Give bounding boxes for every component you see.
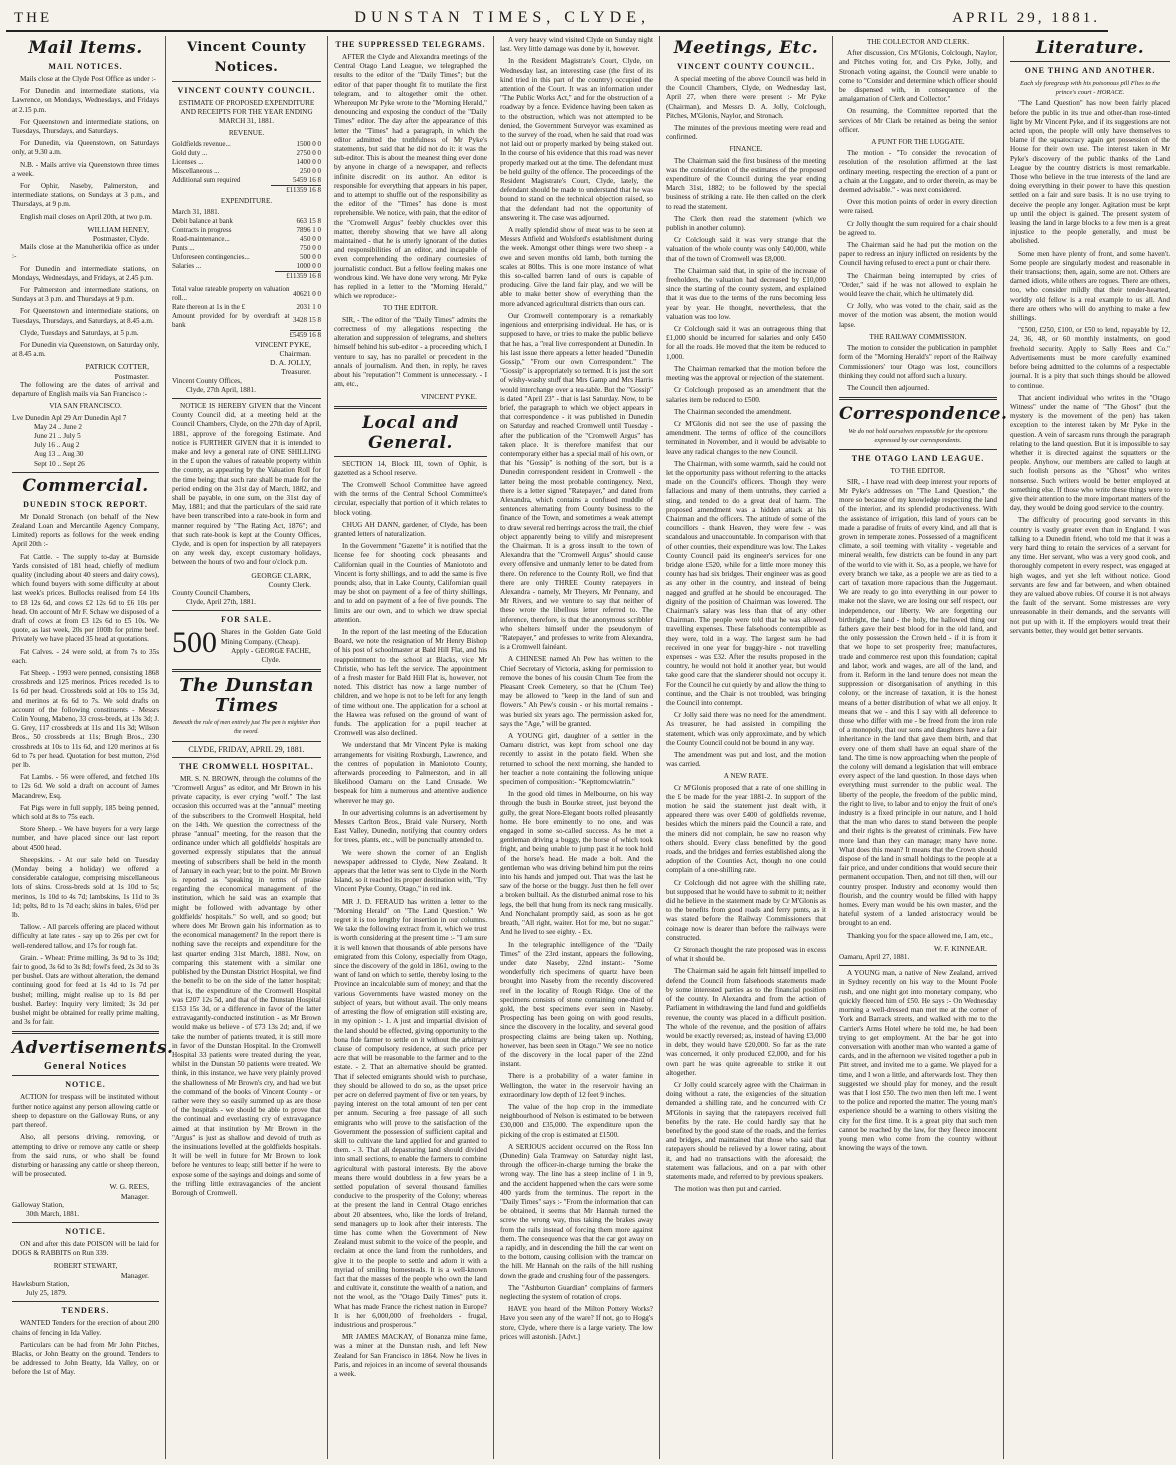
stock-paragraph: Fat Calves. - 24 were sold, at from 7s to 35s each. [12, 647, 159, 665]
section-vincent-county: Vincent County Notices. [187, 40, 306, 75]
to-the-editor: TO THE EDITOR. [890, 466, 946, 475]
notice-heading: NOTICE. [65, 1080, 106, 1090]
local-paragraph: There is a probability of a water famine in Wellington, the water in the reservoir having an extraordinary low depth of 12 feet 9 inches. [500, 1072, 653, 1099]
meeting-paragraph: The Chairman remarked that the motion before the meeting was the approval or rejection of the statement. [666, 364, 826, 383]
estimate-heading: ESTIMATE OF PROPOSED EXPENDITURE AND RECEIPTS FOR THE YEAR ENDING MARCH 31, 1881. [178, 99, 315, 126]
sf-row: May 24 .. June 2 [34, 422, 82, 431]
table-row: Contracts in progress 7896 1 0 [172, 226, 321, 235]
meeting-paragraph: Cr Jolly thought the sum required for a chair should be agreed to. [839, 219, 997, 237]
table-total: £5459 16 8 [289, 330, 321, 339]
meeting-paragraph: Cr Jolly could scarcely agree with the Chairman in doing without a rate, the exigencies of the situation demanded a shilling rate, and he concurred with Cr M'Glonis in saying that the ratepayers received full benefits by the rate. He could hardly say that he benefited by the good state of the roads, and the ferries and bridges, and maintained that those who said that ratepayers should be relieved by a lower rating, about it, and had no transactions with the aforesaid; the statement was fallacious, and on a par with other statements made, and referred to by previous speakers. [666, 1080, 826, 1181]
letter-paragraph: Thanking you for the space allowed me, I am, etc., [847, 931, 993, 940]
mail-notices-heading: MAIL NOTICES. [48, 62, 123, 71]
meeting-paragraph: On resuming, the Committee reported that the services of Mr Clark be retained as being the senior officer. [839, 107, 997, 134]
clerk-date: Clyde, April 27th, 1881. [186, 598, 256, 607]
tenders-text: WANTED Tenders for the erection of about 200 chains of fencing in Ida Valley. [12, 1319, 159, 1337]
meeting-paragraph: A special meeting of the above Council was held in the Council Chambers, Clyde, on Wednesday last, April 27, when there were present :- Mr Pyke (Chairman), and Messrs D. A. Jolly, Colclough, Pitches, M'Glonis, Naylor, and Stronach. [666, 75, 826, 120]
literature-paragraph: Some men have plenty of front, and some haven't. Some people are singularly modest and reasonable in their transactions; then, again, some are not. Others are darned idiots, while others are rogues. There are others, too, who consider mildly that their tender-hearted, worldly old fellow is a real example to us all. And there are others who will do anything to make a few shillings. [1010, 249, 1170, 323]
expenditure-date: March 31, 1881. [172, 208, 220, 217]
meeting-paragraph: Cr Colclough said it was an outrageous thing that £1,000 should be incurred for salaries and only £450 for all the roads. He moved that the item be reduced to 1,000. [666, 325, 826, 361]
meeting-paragraph: The Chairman said the first business of the meeting was the consideration of the estimates of the proposed expenditure of the Council during the year ending March 31st, 1882; to be followed by the special business of striking a rate. He then called on the clerk to read the statement. [666, 156, 826, 211]
mail-paragraph: For Dunedin and intermediate stations, via Lawrence, on Mondays, Wednesdays, and Fridays at 2.15 p.m. [12, 87, 159, 114]
signature-title: Treasurer. [281, 367, 311, 377]
new-rate-heading: A NEW RATE. [723, 772, 769, 781]
local-paragraph: In the telegraphic intelligence of the "Daily Times" of the 23rd instant, appears the following, under date Naseby, 22nd instant:- "Some wonderfully rich specimens of quartz have been brought into Naseby from the recently discovered reef in the locality of Rough Ridge. One of the specimens consists of stone containing one-third of gold, the best specimens ever seen in Naseby. Prospecting has been going on with good results, since the discovery in the locality, and several good prospecting claims are being taken up. Nothing, however, has been seen in Otago." We see no notice of the discovery in the local paper of the 22nd instant. [500, 940, 653, 1069]
notice-signature-title: Manager. [120, 1191, 149, 1201]
mail-paragraph: N.B. - Mails arrive via Queenstown three times a week. [12, 160, 159, 178]
mail-paragraph: English mail closes on April 20th, at two p.m. [20, 212, 152, 221]
meeting-paragraph: The motion - "To consider the revocation of resolution of the resolution affirmed at the last ordinary meeting, respecting the erection of a punt or a chain at the Luggate, and to order therein, as may be deemed advisable." - was next considered. [839, 149, 997, 195]
land-league-heading: THE OTAGO LAND LEAGUE. [851, 453, 985, 463]
signature-title: Postmaster, Clyde. [92, 234, 149, 244]
column-2 [166, 36, 328, 1459]
local-paragraph: A really splendid show of meat was to be seen at Messrs Attfield and Wolsford's establishment during the week. Amongst other things were two sheep - a ewe and seven months old lamb, both turning the scales at 80lbs. This is one more instance of what this so-called barren land of ours is capable of producing. Give the land fair play, and we will be able to make better show of everything than the more advanced agricultural districts than ours can. [500, 226, 653, 308]
local-paragraph: We were shown the corner of an English newspaper addressed to Clyde, New Zealand. It appears that the letter was sent to Clyde in the North Island, so it reached its proper destination with, "Try Vincent Pyke County, Otago," in red ink. [334, 848, 487, 894]
revenue-heading: REVENUE. [228, 128, 265, 137]
mail-paragraph: For Dunedin, via Queenstown, on Saturdays only, at 9.30 a.m. [12, 139, 159, 157]
notice-heading: NOTICE. [65, 1227, 106, 1237]
expenditure-heading: EXPENDITURE. [220, 196, 273, 205]
section-mail-items: Mail Items. [28, 38, 143, 58]
sf-row: June 21 .. July 5 [34, 431, 81, 440]
meeting-paragraph: Cr Colclough proposed as an amendment that the salaries item be reduced to £500. [666, 386, 826, 404]
sf-heading: VIA SAN FRANCISCO. [49, 402, 122, 411]
meeting-paragraph: Cr Colclough said it was very strange that the valuation of the whole county was only £40,000, while that of the town of Cromwell was £8,000. [666, 236, 826, 263]
meeting-paragraph: The Clerk then read the statement (which we publish in another column). [666, 214, 826, 233]
article-paragraph: SIR, - The editor of the "Daily Times" admits the correctness of my allegations respecting the alteration and suppression of telegrams, and shelters himself behind his sub-editor - a proceeding which, I venture to say, has no parallel or precedent in the annals of journalism. And then, in reply, he raves about his "reputation"! Comment is unnecessary. - I am, etc., [334, 315, 487, 389]
meeting-paragraph: Cr Colclough did not agree with the shilling rate, but supposed that he would have to submit to it; neither did he believe in the statement made by Cr M'Glonis as to the benefits from good roads and ferry punts, as it was stated before the Railway Commissioners that coinage now is dearer than before the railways were constructed. [666, 878, 826, 942]
letter-place: Oamaru, April 27, 1881. [839, 953, 910, 962]
section-advertisements: Advertisements. [12, 1038, 174, 1059]
hospital-heading: THE CROMWELL HOSPITAL. [179, 761, 314, 771]
signature-name: PATRICK COTTER, [85, 362, 149, 372]
meeting-paragraph: The motion to consider the publication in pamphlet form of the "Morning Herald's" report of the Railway Commissioners' tour Otago was lost, councillors thinking they could not afford such a luxury. [839, 344, 997, 380]
for-sale-text: Shares in the Golden Gate Gold Mining Company. (Cheap). [221, 628, 321, 646]
notice-date: Clyde, 27th April, 1881. [186, 385, 256, 394]
local-paragraph: CHUG AH DANN, gardener, of Clyde, has been granted letters of naturalization. [334, 520, 487, 538]
stock-paragraph: Sheepskins. - At our sale held on Tuesday (Monday being a holiday) we offered a considerable catalogue, comprising miscellaneous lots of skins. Cross-breds sold at 1s 10d to 5s; merinos, 1s 10d to 4s 7d; lambskins, 1s 11d to 3s 1d; pelts, 8d to 1s 7d each; skins in bales, 6½d per lb. [12, 855, 159, 920]
local-paragraph: A CHINESE named Ah Pew has written to the Chief Secretary of Victoria, asking for permission to remove the bones of his cousin Chum Tee from the Pleasant Creek Cemetery, so that he (Chum Tee) may be allowed to "keep in the land of sun and flowers." Ah Pew's cousin - or his mortal remains - was buried six years ago. The permission asked for, says the "Age," will be granted. [500, 655, 653, 728]
local-paragraph: The Cromwell School Committee have agreed with the terms of the Central School Committee's circular, especially that portion of it which relates to block voting. [334, 480, 487, 517]
paper-motto: Beneath the rule of men entirely just The pen is mightier than the sword. [172, 720, 321, 736]
local-paragraph: A SERIOUS accident occurred on the Ross Inn (Dunedin) Gala Tramway on Saturday night last, through the officer-in-charge turning the brake the wrong way. The line has a steep incline of 1 in 9, and the accident happened when the cars were some 400 yards from the terminus. The report in the "Daily Times" says :- "From the information that can be obtained, it seems that Mr Hannah turned the screw the wrong way, thus taking the brakes away from the rails instead of forcing them more against them. The consequence was that the car got away on a rapidly, and in descending the hill the car went on to the bottom, causing collision with the tramcar on the hill. Mr Hannah on the rails of the hill rushing down the grade and crushing four of the passengers. [500, 1142, 653, 1280]
meeting-paragraph: Cr Jolly, who was voted to the chair, said as the mover of the motion was absent, the motion would lapse. [839, 302, 997, 329]
table-row: Goldfields revenue... 1500 0 0 [172, 139, 321, 148]
stock-paragraph: Grain. - Wheat: Prime milling, 3s 9d to 3s 10d; fair to good, 3s 6d to 3s 8d; fowl's feed, 2s 3d to 3s per bushel. Oats are without alteration, the demand continuing good for feed at 1s 4d to 1s 7d per bushel; milling, might realise up to 1s 8d per bushel. Barley: Inquiry very limited; 3s 3d per bushel might be obtained for really prime malting, and 3s for fair. [12, 953, 159, 1027]
local-paragraph: Our Cromwell contemporary is a remarkably ingenious and enterprising individual. He has, or is supposed to have, or tries to make the public believe that he has, a "real live correspondent at Dunedin. In his last issue there appears a letter headed "Dunedin Gossip," "From our own Correspondent." The "Gossip" is appropriately so termed. It is just the sort of wishy-washy stuff that Mrs Gamp and Mrs Harris would interchange over a tea-table. But the "Gossip" is dated "April 23" - that is last Saturday. Now, to be brief, the paragraph to which we object appears in that correspondence - it was published in Dunedin on Saturday and reached Cromwell until Tuesday - after the publication of the "Cromwell Argus" has taken place. It is therefore manifest that our contemporary either has a special mail of his own, or that his "Gossip" is nothing of the sort, but is a Dunedin correspondent resident in Cromwell - the latter being the most probable contingency. Next, there is a letter signed "Ratepayer," and dated from Alexandra, which contains a confused muddle of sentences alternating from County business to the finance of the Town, and sometimes a weak attempt to draw several red herrings across the trail, the chief object apparently being to vilify and misrepresent the Chairman. It is a gross insult to the town of Alexandra that the "Cromwell Argus" should cause every offensive and unmanly letter to be dated from there. On reference to the County Roll, we find that there are only THREE County ratepayers in Alexandra - namely, Mr Theyers, Mr Pennany, and Mr Rivers, and we venture to say that neither of these wrote the libellous letter referred to. The inference, therefore, is that the anonymous scribbler who shelters himself under the pseudonym of "Ratepayer," and professes to write from Alexandra, is a Cromwell fainéant. [500, 311, 653, 652]
stock-paragraph: Store Sheep. - We have buyers for a very large number, and have placed since our last report about 4500 head. [12, 825, 159, 852]
signature-name: VINCENT PYKE. [420, 392, 477, 402]
local-paragraph: MR JAMES MACKAY, of Bonanza mine fame, was a miner at the Dunstan rush, and left New Zealand for San Francisco in 1864. Now he lives in Paris, and rejoices in an income of several thousands a week. [334, 1333, 487, 1379]
meeting-paragraph: The Chairman said he again felt himself impelled to defend the Council from falsehoods statements made by some interested parties as to the financial position of the county. In Alexandra and from the action of Parliament in withdrawing the land fund and goldfields revenue, the county was placed in a difficult position. The whole of the revenue, and the position of affairs would be exactly reversed; as, instead of having £3,000 in debt, they would have £20,000. So far as the rate was concerned, it only produced £2,000, and for his own part he was quite agreeable to strike it out altogether. [666, 967, 826, 1077]
finance-heading: FINANCE. [729, 145, 763, 154]
mail-paragraph: For Queenstown and intermediate stations, on Tuesdays, Thursdays, and Saturdays. [12, 117, 159, 136]
article-paragraph: A YOUNG man, a native of New Zealand, arrived in Sydney recently on his way to the Mount Poole rush, and one night got into monetary company, who quickly fleeced him of £50. He says :- On Wednesday morning a well-dressed man met me at the corner of York and Barrack streets, and walked with me to the Carrier's Arms Hotel where he told me, he had been trying to get employment. At the bar he got into conversation with another man who wanted a game of cards, and in the afternoon we visited together a pub in Pitt street, and invited me to a game. We played for a time, and I won a little, and afterwards lost. They then suggested we should play for money, and the result was that I lost £50. The two men then left me. I went to the police and reported the matter. The young man's experience should be a warning to others visiting the city for the first time. It is a great pity that such men cannot be reached by the law, for they fleece innocent young men who come from the country without knowing the ways of the town. [839, 969, 997, 1153]
table-row: Gold duty ... 2750 0 0 [172, 148, 321, 157]
column-4 [494, 36, 660, 1459]
meeting-paragraph: Cr M'Glonis did not see the use of passing the amendment. The terms of office of the councillors terminated in November, and it would be advisable to leave any radical changes to the new Council. [666, 419, 826, 456]
meeting-paragraph: The Chairman said that, in spite of the increase of freeholders, the valuation had decreased by £10,000 since the starting of the county system, and explained that it was due to the terms of the runs becoming less year by year. He thought, nevertheless, that the valuation was too low. [666, 266, 826, 321]
for-sale-heading: FOR SALE. [221, 615, 272, 625]
sf-row: Sept 10 .. Sept 26 [34, 459, 85, 468]
meeting-paragraph: Over this motion points of order in every direction were raised. [839, 198, 997, 216]
general-notices-heading: General Notices [43, 1061, 128, 1073]
for-sale-apply: Apply - GEORGE FACHE, Clyde. [231, 646, 311, 665]
section-local-general: Local and General. [362, 412, 459, 453]
local-paragraph: A very heavy wind visited Clyde on Sunday night last. Very little damage was done by it, however. [500, 36, 653, 54]
literature-paragraph: The difficulty of procuring good servants in this country is vastly greater even than in England. I was talking to a Dunedin friend, who told me that it was a very hard thing to retain the services of a servant for any time. Her servant, who was a very good cook, and thoroughly competent in every respect, was engaged at high wages, and yet she left without notice. Good servants are few and far between, and when obtained they are valued above rubies. Of course it is not always the fault of the servant. Some mistresses are very unreasonable in their demands, and the servants will not put up with it. If the employers would treat their servants better, they would get better servants. [1010, 516, 1170, 635]
local-paragraph: SECTION 14, Block III, town of Ophir, is gazetted as a School reserve. [334, 459, 487, 477]
sf-row: Lve Dunedin Apl 29 Arr Dunedin Apl 7 [12, 413, 127, 422]
rate-table [172, 285, 321, 340]
notice-place: Hawksburn Station, [12, 1279, 70, 1288]
stock-report-heading: DUNEDIN STOCK REPORT. [23, 499, 148, 509]
meeting-paragraph: The Chairman, with some warmth, said he could not let the opportunity pass without referring to the attacks made on the Council's officers. Though they were fallacious and many of them untruths, they carried a sting, and tended to do a great deal of harm. The proposed amendment was a hidden attack at his Chairman and the officers. The attitude of some of the councillors - thank Heaven, they were few - was scandalous and unaccountable. In comparison with that of other counties, their expenditure was low. The Lakes County Council paid its engineer's services for one bridge alone £520, while for a little more money this county has had six bridges. Their engineer was as good as any other in the country, and instead of being nagged and gruffed at he should be encouraged. The dignity of the position of Chairman was lowered. The Chairman's salary was less than that of any other Chairman. The people were told that he was allowed travelling expenses. These falsehoods contemptible as they were, told in a way. The largest sum he had received in one year for buggy-hire - not travelling expenses - was £32. After the results proposed in the country, he would not hold it another year, but would take good care that the slanderer should not occupy it. For the Council he cut quietly by and allow the thing to continue, and the Chair is not troubled, was bringing the Council into contempt. [666, 459, 826, 707]
meeting-paragraph: The minutes of the previous meeting were read and confirmed. [666, 124, 826, 142]
table-row: Road-maintenance... 450 0 0 [172, 235, 321, 244]
masthead-title: DUNSTAN TIMES, CLYDE, [354, 9, 650, 26]
sf-row: Aug 13 .. Aug 30 [34, 450, 84, 459]
revenue-table [172, 140, 321, 195]
council-heading: VINCENT COUNTY COUNCIL. [177, 86, 316, 95]
signature-name: VINCENT PYKE, [254, 339, 311, 349]
meeting-paragraph: Cr Stronach thought the rate proposed was in excess of what it should be. [666, 946, 826, 964]
column-5 [660, 36, 833, 1459]
signature-name: D. A. JOLLY, [270, 358, 311, 368]
signature-title: Postmaster. [114, 371, 149, 381]
table-row: Debit balance at bank 663 15 8 [172, 217, 321, 226]
hospital-text: MR. S. N. BROWN, through the columns of the "Cromwell Argus" as editor, and Mr Brown in his private capacity, is ever crying "wolf." The last occasion this occurred was at the "annual" meeting of the subscribers to the Cromwell Hospital, held on the 14th. We question the correctness of the phrase "annual" meeting, for the reason that the ordinance under which all goldfields' hospitals are governed expressly stipulates that the annual meeting of subscribers shall be held in the month of January in each year; but to the point. Mr Brown is reported as "speaking in terms of praise regarding the economical management of the institution, which he said was an example that might be followed with advantage by other goldfields' hospitals." So well, and so good; but where does Mr Brown gain his information as to the economical management? In the report there is nothing save the receipts and expenditure for the last quarter ending 31st March, 1881. Now, on comparing this statement with a similar one published by the Dunstan District Hospital, we find the benefit to be on the side of the latter hospital; that is, the expenditure of the Cromwell Hospital was £207 12s 5d, and that of the Dunstan Hospital £153 15s 3d, or a difference in favor of the latter extravagantly-conducted institution - as Mr Brown would make us believe - of £73 13s 2d; and, if we take the number of patients treated, it is still more in favor of the Dunstan Hospital. In the Cromwell Hospital 33 patients were treated during the year, whilst in the Dunstan 50 patients were treated. We think, in this instance, we have very plainly proved the shallowness of Mr Brown's cry, and had we but the command of the books of Vincent County - or rather were they so easily summed up as are those of the hospitals - we should be able to prove that the continual and everlasting cry of extravagance aimed at that institution by Mr Brown in the "Argus" is just as shallow and devoid of truth as the insinuations levelled at the goldfields hospitals. It will be well in future for Mr Brown to look before he ventures to leap; still better if he were to expose some of the sayings and doings and some of the trifling little extravagancies of the ancient Borough of Cromwell. [172, 774, 321, 1197]
clerk-name: GEORGE CLARK, [251, 570, 311, 580]
clerk-place: County Council Chambers, [172, 589, 251, 597]
column-6 [833, 36, 1008, 1459]
correspondence-disclaimer: We do not hold ourselves responsible for the opinions expressed by our correspondents. [848, 428, 988, 445]
local-paragraph: In the good old times in Melbourne, on his way through the bush in Bourke street, just beyond the gully, the great Nore-Elegant boots rolled pleasantly home. He bore eminently to no one, and was engaged in some so-called success. As he met a gentleman driving a buggy, the horse of which took fright, and being unable to jump past it he took hold of the horse's head. He made a bolt. And the gentleman who was driving behind him put the reins into his hands and jumped out. That was the last he saw of the horse or the buggy. Just then he fell over a broken bulltail. As the disturbed animal rose to his legs, the bell that hung from its neck rang musically. And Nonchalant promptly said, as soon as he got breath, "All right, waiter. Hot for me, but no sugar." And he lived to see eighty. - Ex. [500, 790, 653, 937]
tenders-text: Particulars can be had from Mr John Pitches, Blacks, or John Beatty on the ground. Tenders to be addressed to John Beatty, Ida Valley, on or before the 1st of May. [12, 1340, 159, 1377]
table-row: Punts ... 750 0 0 [172, 244, 321, 253]
mail-paragraph: The following are the dates of arrival and departure of English mails via San Francisco :- [12, 380, 159, 399]
table-row: Unforeseen contingencies... 500 0 0 [172, 253, 321, 262]
meeting-paragraph: The motion was then put and carried. [674, 1185, 782, 1194]
dateline: CLYDE, FRIDAY, APRIL 29, 1881. [188, 744, 305, 754]
council-heading: VINCENT COUNTY COUNCIL. [677, 62, 815, 71]
notice-signature: ROBERT STEWART, [53, 1261, 118, 1270]
column-3 [328, 36, 494, 1459]
meeting-paragraph: Cr Jolly said there was no need for the amendment. As treasurer, he had assisted in compiling the statement, which was only approximate, and by which the County Council could not be bound in any way. [666, 711, 826, 747]
stock-paragraph: Tallow. - All parcels offering are placed without difficulty at late rates - say up to 26s per cwt for well-rendered tallow, and 17s for rough fat. [12, 923, 159, 950]
notice-signature-title: Manager. [120, 1270, 149, 1280]
mail-paragraph: For Dunedin and intermediate stations, on Mondays, Wednesdays, and Fridays, at 2.45 p.m. [12, 264, 159, 282]
local-paragraph: MR J. D. FERAUD has written a letter to the "Morning Herald" on "The Land Question." We regret it is too lengthy for insertion in our columns. We take the following extract from it, which we trust is worth considering at the present time :- "I am sure it is well known that thousands of able persons have emigrated from this Colony, especially from Otago, since the discovery of the gold in 1861, owing to the want of land on which to settle, thereby losing to the Province an incalculable sum of money; and that the various Governments have wasted money on the subject of years, but without avail. The only means of arresting the flow of emigration still existing are, in my opinion :- 1. A just and impartial division of the land should be effected, giving opportunity to the bona fide farmer to settle on it without the arbitrary clause of compulsory residence, at such price per acre that will be reasonable to the farmer and to the estate. - 2. That an alternative should be granted. That if selected emigrants should wish to purchase, they should be allowed to do so, as the upset price per acre on deferred payment of five or ten years, by paying interest on the total amount of ten per cent per annum. Securing a free passage of all such emigrants who will prove to the satisfaction of the Government the possession of sufficient capital and skill to cultivate the land applied for and granted to them. - 3. That all depasturing land should divided into small sections, to enable the farmers to combine agricultural with pastoral interests. By the above means there would doubtless in a few years be a settled population of several thousand families conducive to the prosperity of the Colony; whereas at the present the land in Central Otago enriches about 20 absentees, who, like the lords of Ireland, send managers up to look after their interests. The time has come when the Government of New Zealand must submit to the voice of the people, and reclaim at once the land from the runholders, and give it to the people to settle and adorn it with a myriad of smiling homesteads. It is a well-known fact that the masses of the people who own the land and cultivate it, constitute the wealth of a nation, and not the wool, as the "Otago Daily Times" puts it. What has made France the richest nation in Europe? It is her 6,000,000 of freeholders - frugal, industrious and prosperous." [334, 897, 487, 1329]
mail-paragraph: For Queenstown and intermediate stations, on Tuesdays, Thursdays, and Saturdays, at 8.45 a.m. [12, 307, 159, 325]
collector-clerk-heading: THE COLLECTOR AND CLERK. [866, 38, 970, 46]
section-commercial: Commercial. [22, 475, 149, 496]
local-paragraph: We understand that Mr Vincent Pyke is making arrangements for visiting Roxburgh, Lawrence, and the centres of population in Maniototo County, afterwards proceeding to Palmerston, and in all likelihood Oamaru on the Land Crusade. We bespeak for him a numerous and attentive audience wherever he may go. [334, 741, 487, 805]
stock-paragraph: Fat Pigs were in full supply, 185 being penned, which sold at 8s to 75s each. [12, 803, 159, 822]
mail-paragraph: Mails close at the Clyde Post Office as under :- [20, 75, 156, 83]
notice-text: Also, all persons driving, removing, or attempting to drive or remove any cattle or sheep from the said runs, or who shall be found disturbing or harassing any cattle or sheep thereon, will be prosecuted. [12, 1133, 159, 1179]
notice-place: Galloway Station, [12, 1200, 64, 1209]
letter-paragraph: SIR, - I have read with deep interest your reports of Mr Pyke's addresses on "The Land Question," the more so because of my knowledge respecting the land of the interior, and its splendid productiveness. With the assistance of irrigation, this land of yours can be made a paradise of fruits of every kind, and all that is grown in temperate zones. Possessed of a magnificent climate, a soil teeming with vitality - vegetable and mineral wealth, few districts can be found in any part of the world to vie with it. So, as a people, we have for every branch we take, as a people we are as tied to a cart of taxation more rapacious than the Juggernaut. We are ready to go into everything in our power to make not the slave, we are losing our self respect, our independence, our liberty. We are forgetting our birthright, the land - the holy, the hallowed thing our fathers gave their best blood for in the old land, and the only possession the Crown held - if it is from it that we hope to set prosperity free; manufactures, trade and commerce rest upon this foundation; capital and labor, work and wages, are all of the land, and from it. Reform in the land tenure does not mean the suppression or disorganisation of anything in this colony, or the increase of taxation, it is the honest means of a better distribution of what we all enjoy. It means that we - and this I say with all deference to those who differ with me - be freed from the iron rule of a monopoly, that our sons and daughters have a fair inheritance in the land that gave them birth, and that every one of them shall have an equal share of the land. The time is now approaching when the people of the colony will demand a legislation that will embrace every aspect of the land question. In those days when everything must surrender to the public weal. The liberty of the people, the freedom of the public mind, the right to live, to labor and to enjoy the fruit of one's industry is a fixed principle in our nature, and I hold that the man who dares to stand between the people and their rights is the greatest of criminals. Few have more land than they can manage; many have none. What does this mean? It means that the Crown should dispose of the land in small holdings to the people at a fair price, and under conditions that would secure their permanent occupation. Then, and not till then, will our country prosper. Industry and economy would then flourish, and the country would be filled with happy homes. Every man would be his own master, and the hateful system of a landed aristocracy would be brought to an end. [839, 477, 997, 928]
table-row: Amount provided for by overdraft at bank 3428 15 8 [172, 312, 321, 330]
meeting-paragraph: After discussion, Crs M'Glonis, Colclough, Naylor, and Pitches voting for, and Crs Pyke, Jolly, and Stronach voting against, the Council were unable to come to "Consider and determine which officer should be dispensed with, in consequence of the amalgamation of Clerk and Collector." [839, 49, 997, 104]
railway-heading: THE RAILWAY COMMISSION. [869, 332, 967, 341]
table-total: £11359 16 8 [172, 272, 321, 282]
stock-paragraph: Mr Donald Stronach (on behalf of the New Zealand Loan and Mercantile Agency Company, Limited) reports as follows for the week ending April 20th :- [12, 512, 159, 549]
literature-paragraph: "£500, £250, £100, or £50 to lend, repayable by 12, 24, 36, 48, or 60 monthly instalments, on good freehold security. Apply to Sally Rees and Co." Advertisements must be more carefully examined before being admitted to the columns of a respectable journal. It is a pity that such things should be allowed to continue. [1010, 326, 1170, 390]
local-paragraph: HAVE you heard of the Milton Pottery Works? Have you seen any of the ware? If not, go to Hogg's store, Clyde, where there is a large variety. The low prices will astonish. [Advt.] [500, 1305, 653, 1341]
local-paragraph: In the Government "Gazette" it is notified that the license fee for shooting cock pheasants and Californian quail in the Counties of Maniototo and Vincent is forty shillings, and to add the same is five pounds; also, that in Lake County, Californian quail may be shot on payment of a fee of thirty shillings, and to add on payment of a fee of five pounds. The limits are our own, and to which we draw special attention. [334, 542, 487, 624]
mail-paragraph: Clyde, Tuesdays and Saturdays, at 5 p.m. [20, 328, 139, 337]
story-motto: Each sly foregrasp with his poisonous pill Flies to the prince's court - HORACE. [1019, 80, 1161, 97]
meeting-paragraph: The Council then adjourned. [847, 383, 930, 392]
shares-number: 500 [172, 626, 217, 660]
notice-date: 30th March, 1881. [26, 1209, 80, 1218]
mail-paragraph: Mails close at the Manuherikia office as under :- [12, 243, 159, 261]
local-paragraph: A YOUNG girl, daughter of a settler in the Oamaru district, was kept from school one day recently to assist in the potato field. When she returned to school the next morning, she handed to her teacher a note containing the following unique specimen of composition:- "Kepttomcwiatrin." [500, 732, 653, 787]
table-row: Salaries ... 1000 0 0 [172, 262, 321, 271]
notice-text: ON and after this date POISON will be laid for DOGS & RABBITS on Run 339. [12, 1240, 159, 1258]
to-the-editor: TO THE EDITOR. [383, 304, 438, 313]
suppressed-telegrams-heading: THE SUPPRESSED TELEGRAMS. [335, 40, 486, 49]
table-row: Additional sum required 5459 16 8 [172, 175, 321, 185]
clerk-title: County Clerk. [268, 579, 311, 589]
section-correspondence: Correspondence. [839, 404, 1008, 425]
stock-paragraph: Fat Cattle. - The supply to-day at Burnside Yards consisted of 181 head, chiefly of medium quality (including about 40 steers and dairy cows), which found buyers with some difficulty at about last week's prices. Bullocks realised from £4 10s to £8 12s 6d, and cows £2 12s 6d to £6 10s per head. On account of Mr F. Schaw we disposed of a draft of cows at from £3 12s 6d to £5 10s. We quote, as last week, 20s per 100lb for prime beef. Privately we have placed 35 head at quotations. [12, 552, 159, 644]
meeting-paragraph: The Chairman said he had put the motion on the paper to redress an injury inflicted on residents by the Council having refused to erect a punt or chair there. [839, 241, 997, 268]
column-7 [1004, 36, 1176, 1459]
meeting-paragraph: Cr M'Glonis proposed that a rate of one shilling in the £ be made for the year 1881-2. In support of the motion he said the statement just dealt with, it appeared there was over £400 of goldfields revenue, besides which the miners paid the Council a rate, and the miners did not complain, he saw no reason why others should. Every class benefitted by the good roads, and the bridges and ferries established along the adoption of the Counties Act, though no one could complain of a one-shilling rate. [666, 783, 826, 875]
tenders-heading: TENDERS. [61, 1306, 110, 1316]
masthead-left: THE [14, 10, 53, 26]
mail-paragraph: For Palmerston and intermediate stations, on Sundays at 3 p.m. and Thursdays at 9 p.m. [12, 286, 159, 304]
story-heading: ONE THING AND ANOTHER. [1024, 66, 1156, 75]
paper-title: The Dunstan Times [179, 675, 314, 717]
local-paragraph: The "Ashburton Guardian" complains of farmers neglecting the system of rotation of crops. [500, 1283, 653, 1302]
local-paragraph: In the Resident Magistrate's Court, Clyde, on Wednesday last, an interesting case (the first of its kind tried in this part of the country) occupied the attention of the Court. It was an information under "The Public Works Act," and for the obstruction of a roadway by a fence. Evidence having been taken as to the obstruction, which was not attempted to be denied, the Government Surveyor was examined as to the survey of the road, when he said that road was not laid out or properly marked by being staked out. In the course of his evidence that this road was never properly marked out at the time. The defendant must be held guilty of the offence. The proceedings of the Resident Magistrate's Court, Clyde, lately, the defendant should be made to understand that he was bound to stand on the technical objection raised, so that the defendant had not the opportunity of answering it. The case was adjourned. [500, 57, 653, 222]
literature-paragraph: That ancient individual who writes in the "Otago Witness" under the name of "The Ghost" (but the mystery is the movement of the pen) has taken exception to the interest taken by Mr Pyke in the question. A vein of sarcasm runs through the paragraph relating to the land question. But it is impossible to say whether it is directed against the squatters or the people. Anyhow, our members are called to laugh at such foolish persons as the "Ghost" who writes nonsense. Such writers would be better employed at something else. If those who write these things were to give their attention to the more important matters of the day, they would be doing good service to the country. [1010, 393, 1170, 513]
signature-title: Chairman. [279, 348, 311, 358]
mail-paragraph: For Ophir, Naseby, Palmerston, and intermediate stations, on Sundays at 3 p.m., and Thursdays, at 9 p.m. [12, 182, 159, 209]
column-1 [6, 36, 174, 1459]
notice-signature: W. G. REES, [109, 1182, 149, 1192]
local-paragraph: In the report of the last meeting of the Education Board, we note the resignation of Mr Henry Bishop of his post of schoolmaster at Bald Hill Flat, and his reappointment to the school at Blacks, vice Mr Christie, who has left the service. The appointment of a fresh master for Bald Hill Flat is, however, not noted. This district has now a large number of children, and we hope is not to be left for any length of time without one. The application for a school at the Hawea was refused on the ground of want of funds. The application for a pupil teacher at Cromwell was also declined. [334, 627, 487, 738]
article-paragraph: AFTER the Clyde and Alexandra meetings of the Central Otago Land League, we telegraphed the results to the editor of the "Daily Times"; but the editor of that paper thought fit to mutilate the first telegram, and to altogether omit the other. Whereupon Mr Pyke wrote to the "Morning Herald," denouncing and exposing the conduct of the "Daily Times" editor. The day after the appearance of this letter the "Times" had a paragraph, in which the editor admitted the truthfulness of Mr Pyke's statements, but said that he did not do it: it was the sub-editor. This is about the meanest thing ever done by anyone in charge of a newspaper, and reflects infinite discredit on its author. An editor is responsible for everything that appears in his paper, and to attempt to shuffle out of the responsibility as the editor of the "Times" has done is most reprehensible. We notice, with pain, that the editor of the "Cromwell Argus" feebly chuckles over this matter, thereby showing that we have all along maintained - that he is utterly ignorant of the duties and responsibilities of an editor, and incapable of even comprehending the ordinary courtesies of journalistic conduct. But a fellow feeling makes one wondrous kind. We have done very wrong. Mr Pyke has replied in a letter to the "Morning Herald," which we reproduce:- [334, 53, 487, 301]
table-row: Rate thereon at 1s in the £ 2031 1 0 [172, 303, 321, 312]
notice-date: July 25, 1879. [26, 1289, 67, 1298]
mail-paragraph: For Dunedin via Queenstown, on Saturday only, at 8.45 a.m. [12, 341, 159, 359]
local-paragraph: In our advertising columns is an advertisement by Messrs Carlton Bros., Braid vale Nursery, North East Valley, Dunedin, notifying that country orders for trees, plants, etc., will be punctually attended to. [334, 808, 487, 845]
local-paragraph: The value of the hop crop in the immediate neighbourhood of Nelson is estimated to be between £30,000 and £35,000. The expenditure upon the picking of the crop is estimated at £1500. [500, 1102, 653, 1139]
expenditure-table [172, 217, 321, 281]
letter-signature: W. F. KINNEAR. [933, 943, 987, 953]
stock-paragraph: Fat Lambs. - 56 were offered, and fetched 10s to 12s 6d. We sold a draft on account of James Macandrew, Esq. [12, 773, 159, 800]
table-row: Total value rateable property on valuation roll... 40621 0 0 [172, 285, 321, 303]
meeting-paragraph: The amendment was put and lost, and the motion was carried. [666, 751, 826, 769]
table-row: Miscellaneous ... 250 0 0 [172, 166, 321, 175]
masthead-date: APRIL 29, 1881. [952, 10, 1100, 26]
notice-place: Vincent County Offices, [172, 376, 242, 385]
meeting-paragraph: The Chairman being interrupted by cries of "Order," said if he was not allowed to explain he would leave the chair, which he ultimately did. [839, 271, 997, 299]
literature-paragraph: "The Land Question" has now been fairly placed before the public in its true and other-than rose-tinted light by Mr Vincent Pyke, and if its suggestions are not acted upon, the people will only have themselves to blame if the squatocracy again get possession of the House for their own use. The interest taken in Mr Pyke's discovery of the public thanks of the Land League by the country districts is most remarkable. Those who believe in the true interests of the land are doing everything in their power to have this question settled on a fair and sure basis. It is no use trying to deceive the people any longer. Agitation must be kept up until the object is gained. The present system of leasing the land in large blocks to a few men is a great injustice to the people generally, and must be abolished. [1010, 99, 1170, 246]
masthead [6, 4, 1108, 32]
columns [6, 36, 1170, 1459]
signature-name: WILLIAM HENEY, [87, 224, 149, 234]
meeting-paragraph: The Chairman seconded the amendment. [674, 407, 792, 416]
sf-row: July 16 .. Aug 2 [34, 441, 80, 450]
table-total: £11359 16 8 [172, 185, 321, 195]
notice-text: ACTION for trespass will be instituted without further notice against any person allowing cattle or sheep to depasture on the Galloway Runs, or any part thereof. [12, 1093, 159, 1130]
punt-heading: A PUNT FOR THE LUGGATE. [871, 138, 965, 147]
stock-paragraph: Fat Sheep. - 1993 were penned, consisting 1868 crossbreds and 125 merinos. Prices receded 1s to 1s 6d per head. Crossbreds sold at 10s to 15s 3d, and merinos at 6s 6d to 7s. We sold drafts on account of the following constituents - Messrs Colin Young, Mabeno, 33 cross-breds, at 13s 3d; J. G. Grey, 117 crossbreds at 11s and 11s 3d; Wilson Bros., 50 crossbreds at 11s; Brugh Bros., 230 crossbreds at 10s to 11s 6d, and 120 merinos at 6s 6d to 7s per head. Quotation for best mutton, 2½d per lb. [12, 668, 159, 769]
section-meetings: Meetings, Etc. [673, 38, 819, 58]
section-literature: Literature. [1035, 38, 1145, 58]
table-row: Licenses ... 1400 0 0 [172, 157, 321, 166]
rate-notice-text: NOTICE IS HEREBY GIVEN that the Vincent County Council did, at a meeting held at the Council Chambers, Clyde, on the 27th day of April, 1881, approve of the foregoing Estimate. And notice is FURTHER GIVEN that it is intended to make and levy a general rate of ONE SHILLING in the £ upon the values of rateable property within the county, as appearing by the Valuation Roll for the time being; that such rate shall be made for the period ending on the 31st day of March, 1882, and shall be payable, in one sum, on the 31st day of May, 1881; and that the particulars of the said rate have been transcribed into a rate-book in form and manner required by "The Rating Act, 1876"; and that such rate-book is kept at the County Offices, Clyde, and is open for inspection by all ratepayers on any week day, except customary holidays, between the hours of two and four o'clock p.m. [172, 401, 321, 567]
